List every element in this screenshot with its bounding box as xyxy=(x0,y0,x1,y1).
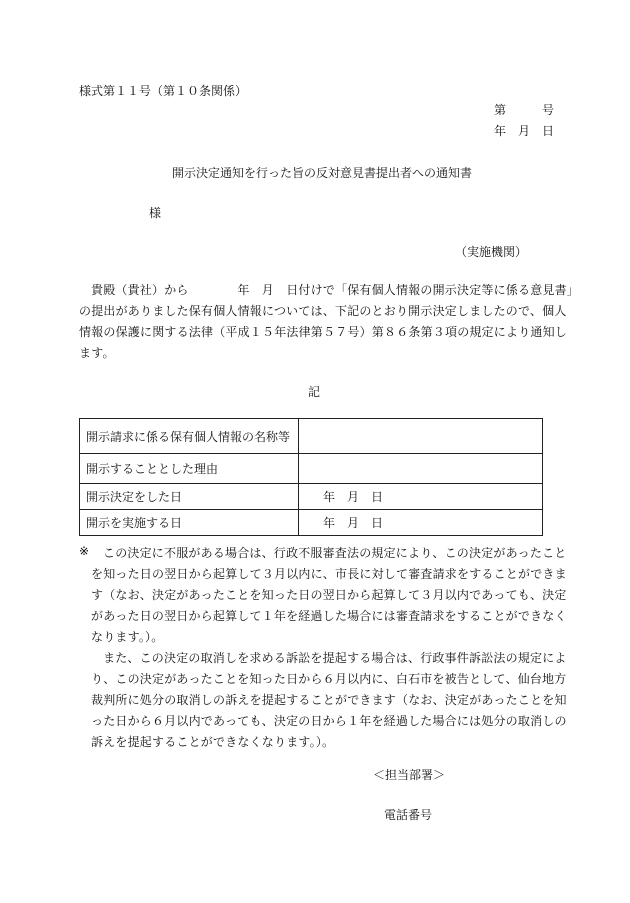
table-row-label: 開示を実施する日 xyxy=(80,510,299,536)
table-row-value: 年 月 日 xyxy=(299,510,543,536)
info-table xyxy=(79,418,543,536)
body-line-1: 貴殿（貴社）から 年 月 日付けで「保有個人情報の開示決定等に係る意見書」 xyxy=(91,283,580,297)
table-row xyxy=(80,510,543,536)
note-p1-line: なります。）。 xyxy=(91,630,164,644)
note-p1-line: す（なお、決定があったことを知った日の翌日から起算して３月以内であっても、決定 xyxy=(91,588,567,602)
note-p2-line: った日から６月以内であっても、決定の日から１年を経過した場合には処分の取消しの xyxy=(91,714,567,728)
document-date: 年 月 日 xyxy=(494,124,555,138)
ki-heading: 記 xyxy=(308,385,321,399)
document-number: 第 号 xyxy=(494,103,555,117)
contact-phone: 電話番号 xyxy=(384,808,433,822)
note-mark: ※ xyxy=(79,544,90,558)
body-line-3: 情報の保護に関する法律（平成１５年法律第５７号）第８６条第３項の規定により通知し xyxy=(79,325,568,339)
note-p1-line: があった日の翌日から起算して１年を経過した場合には審査請求をすることができなく xyxy=(91,609,567,623)
table-row-label: 開示請求に係る保有個人情報の名称等 xyxy=(80,419,299,454)
note-p1-line: を知った日の翌日から起算して３月以内に、市長に対して審査請求をすることができま xyxy=(91,567,567,581)
table-row-label: 開示することとした理由 xyxy=(80,454,299,484)
table-row xyxy=(80,454,543,484)
issuing-agency: （実施機関） xyxy=(455,245,528,259)
document-title: 開示決定通知を行った旨の反対意見書提出者への通知書 xyxy=(172,166,473,180)
body-line-2: の提出がありました保有個人情報については、下記のとおり開示決定しましたので、個人 xyxy=(79,304,567,318)
table-row-value xyxy=(299,419,543,454)
table-row-label: 開示決定をした日 xyxy=(80,484,299,510)
note-p2-line: 裁判所に処分の取消しの訴えを提起することができます（なお、決定があったことを知 xyxy=(91,693,567,707)
table-row-value: 年 月 日 xyxy=(299,484,543,510)
note-p2-line: り、この決定があったことを知った日から６月以内に、白石市を被告として、仙台地方 xyxy=(91,672,567,686)
note-p2-line: また、この決定の取消しを求める訴訟を提起する場合は、行政事件訴訟法の規定によ xyxy=(103,651,567,665)
body-line-4: ます。 xyxy=(79,346,115,360)
table-row-value xyxy=(299,454,543,484)
addressee: 様 xyxy=(149,206,162,220)
table-row xyxy=(80,484,543,510)
note-p1-line: この決定に不服がある場合は、行政不服審査法の規定により、この決定があったこと xyxy=(103,546,567,560)
table-row xyxy=(80,419,543,454)
note-p2-line: 訴えを提起することができなくなります。）。 xyxy=(91,735,335,749)
contact-department: ＜担当部署＞ xyxy=(373,768,446,782)
form-label: 様式第１１号（第１０条関係） xyxy=(79,84,248,98)
